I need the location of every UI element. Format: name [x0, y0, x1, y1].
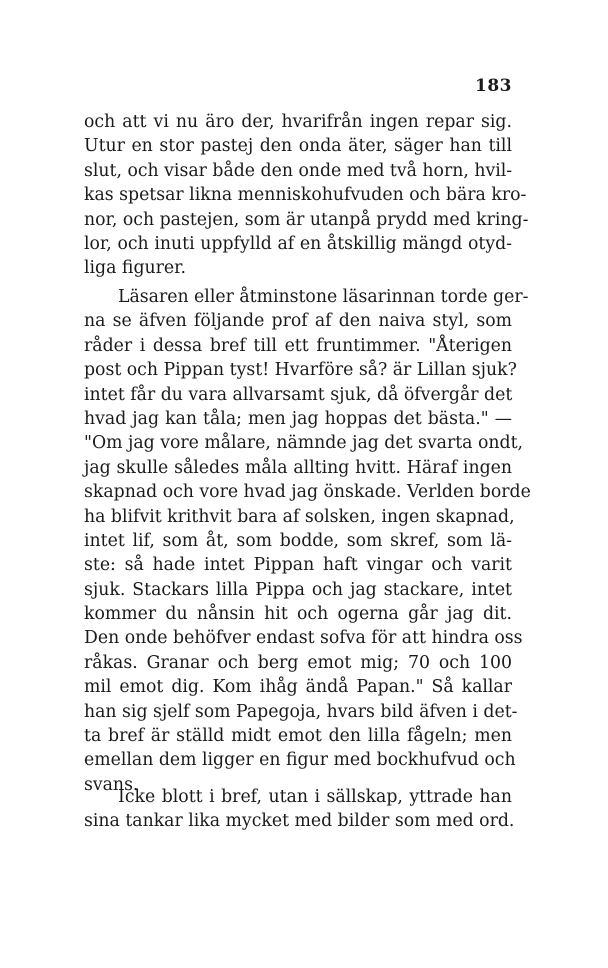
text-line: na se äfven följande prof af den naiva styl, som: [84, 311, 512, 332]
text-line: svans.: [84, 774, 139, 795]
text-line: emellan dem ligger en figur med bockhufvud och: [84, 750, 516, 771]
text-line: nor, och pastejen, som är utanpå prydd med kring-: [84, 209, 529, 230]
text-line: "Om jag vore målare, nämnde jag det svarta ondt,: [84, 433, 524, 454]
text-line: liga figurer.: [84, 258, 186, 279]
text-line: kas spetsar likna menniskohufvuden och bära kro-: [84, 185, 527, 206]
text-line: slut, och visar både den onde med två horn, hvil-: [84, 160, 513, 181]
text-line: ha blifvit krithvit bara af solsken, ingen skapnad,: [84, 506, 515, 527]
text-line: Den onde behöfver endast sofva för att hindra oss: [84, 628, 523, 649]
text-line: post och Pippan tyst! Hvarföre så? är Lillan sjuk?: [84, 360, 517, 381]
paragraph-3: [84, 785, 515, 834]
text-line: råkas. Granar och berg emot mig; 70 och 100: [84, 652, 512, 673]
text-line: jag skulle således måla allting hvitt. Häraf ingen: [84, 457, 512, 478]
text-line: sina tankar lika mycket med bilder som med ord.: [84, 811, 515, 832]
text-line: intet får du vara allvarsamt sjuk, då öfvergår det: [84, 384, 513, 405]
text-line: och att vi nu äro der, hvarifrån ingen repar sig.: [84, 112, 512, 132]
text-line: intet lif, som åt, som bodde, som skref, som lä-: [84, 530, 512, 551]
text-line: han sig sjelf som Papegoja, hvars bild äfven i det-: [84, 701, 518, 722]
text-line: lor, och inuti uppfylld af en åtskillig mängd otyd-: [84, 233, 512, 254]
text-line: Läsaren eller åtminstone läsarinnan torde ger-: [118, 287, 529, 307]
text-line: mil emot dig. Kom ihåg ändå Papan." Så kallar: [84, 677, 512, 698]
text-line: Utur en stor pastej den onda äter, säger han till: [84, 136, 512, 157]
text-line: skapnad och vore hvad jag önskade. Verlden borde: [84, 482, 531, 503]
text-line: sjuk. Stackars lilla Pippa och jag stackare, intet: [84, 579, 512, 600]
page-number: 183: [475, 76, 512, 96]
text-line: råder i dessa bref till ett fruntimmer. "Återigen: [84, 335, 512, 356]
paragraph-2: [84, 285, 531, 797]
text-line: hvad jag kan tåla; men jag hoppas det bästa." —: [84, 408, 512, 429]
paragraph-1: [84, 110, 529, 281]
text-line: ta bref är ställd midt emot den lilla fågeln; men: [84, 726, 512, 747]
text-line: ste: så hade intet Pippan haft vingar och varit: [84, 555, 512, 576]
text-line: kommer du nånsin hit och ogerna går jag dit.: [84, 604, 512, 625]
text-line: Icke blott i bref, utan i sällskap, yttrade han: [118, 787, 512, 807]
